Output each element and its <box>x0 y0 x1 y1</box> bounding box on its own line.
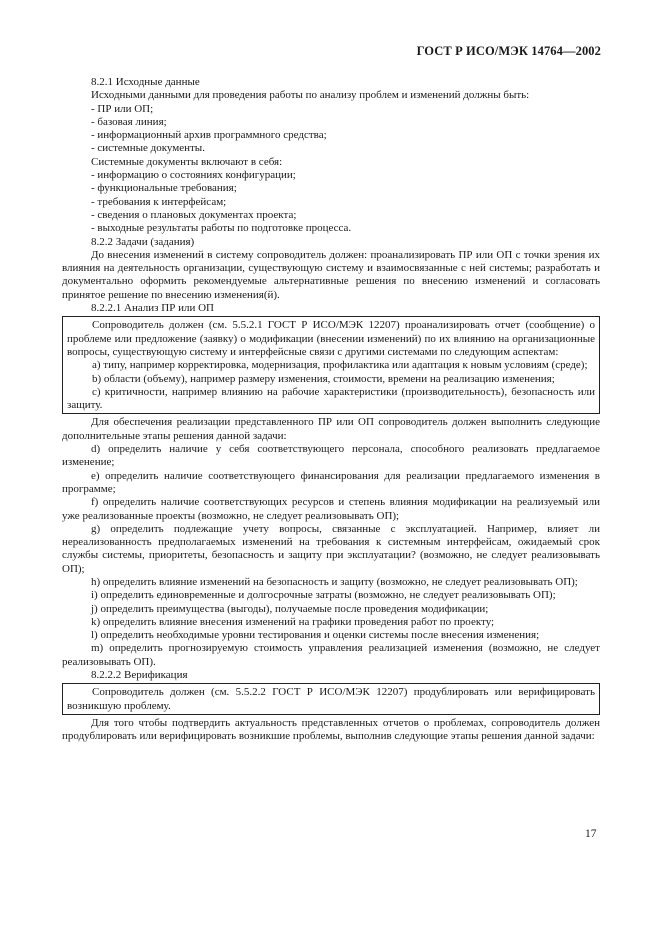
list-item: - информацию о состояниях конфигурации; <box>91 169 296 182</box>
list-item: m) определить прогнозируемую стоимость управления реализацией изменения (возможно, не следует реализовывать ОП). <box>62 642 600 668</box>
requirement-box-analysis <box>62 316 600 414</box>
list-item: - системные документы. <box>91 142 205 155</box>
list-item: k) определить влияние внесения изменений на графики проведения работ по проекту; <box>91 615 495 628</box>
document-header: ГОСТ Р ИСО/МЭК 14764—2002 <box>416 44 601 58</box>
list-item: e) определить наличие соответствующего финансирования для реализации предлагаемого изменения в программе; <box>62 469 600 495</box>
list-item: - функциональные требования; <box>91 182 237 195</box>
list-item: i) определить единовременные и долгосрочные затраты (возможно, не следует реализовывать ОП); <box>91 589 556 602</box>
section-heading-8-2-2-2: 8.2.2.2 Верификация <box>91 669 188 682</box>
list-item: f) определить наличие соответствующих ресурсов и степень влияния модификации на реализуемый или уже реализованные проекты (возможно, не следует реализовывать ОП); <box>62 496 600 522</box>
list-item: - требования к интерфейсам; <box>91 195 227 208</box>
paragraph: До внесения изменений в систему сопроводитель должен: проанализировать ПР или ОП с точки зрения их влияния на деятельность организации, существующую систему и взаимосвязанные с ней системы; разработать и документально оформить рекомендуемые альтернативные решения по внесению изменений и согласовать принятое решение по внесению изменения(й). <box>62 248 600 301</box>
section-heading-8-2-1: 8.2.1 Исходные данные <box>91 76 200 88</box>
paragraph: Исходными данными для проведения работы по анализу проблем и изменений должны быть: <box>91 89 530 102</box>
box-paragraph: b) области (объему), например размеру изменения, стоимости, времени на реализацию изменения; <box>92 372 555 385</box>
box-paragraph: a) типу, например корректировка, модернизация, профилактика или адаптация к новым условиям (среде); <box>92 359 588 372</box>
list-item: j) определить преимущества (выгоды), получаемые после проведения модификации; <box>91 602 489 615</box>
paragraph: Для того чтобы подтвердить актуальность представленных отчетов о проблемах, сопроводитель должен продублировать или верифицировать возникшие проблемы, выполнив следующие этапы решения данной задачи: <box>62 716 600 743</box>
section-heading-8-2-2-1: 8.2.2.1 Анализ ПР или ОП <box>91 302 214 315</box>
list-item: h) определить влияние изменений на безопасность и защиту (возможно, не следует реализовывать ОП); <box>91 575 578 588</box>
paragraph: Системные документы включают в себя: <box>91 155 283 168</box>
box-paragraph: c) критичности, например влиянию на рабочие характеристики (производительность), безопасность или защиту. <box>67 385 595 412</box>
page-number: 17 <box>585 828 597 840</box>
requirement-box-verification <box>62 683 600 715</box>
page-content <box>62 76 600 744</box>
box-paragraph: Сопроводитель должен (см. 5.5.2.2 ГОСТ Р ИСО/МЭК 12207) продублировать или верифицировать возникшую проблему. <box>67 686 595 712</box>
list-item: - сведения о плановых документах проекта; <box>91 208 297 221</box>
list-item: - ПР или ОП; <box>91 102 154 115</box>
list-item: d) определить наличие у себя соответствующего персонала, способного реализовать предлагаемое изменение; <box>62 443 600 469</box>
section-heading-8-2-2: 8.2.2 Задачи (задания) <box>91 235 195 248</box>
list-item: - выходные результаты работы по подготовке процесса. <box>91 222 352 235</box>
list-item: l) определить необходимые уровни тестирования и оценки системы после внесения изменения; <box>91 629 540 642</box>
list-item: g) определить подлежащие учету вопросы, связанные с эксплуатацией. Например, влияет ли нереализованность предполагаемых изменений на требования к системным интерфейсам, ожидаемый срок службы системы, приоритеты, безопасность и защиту при эксплуатации? (возможно, не следует реализовывать ОП); <box>62 522 600 575</box>
list-item: - информационный архив программного средства; <box>91 129 327 142</box>
list-item: - базовая линия; <box>91 115 167 128</box>
paragraph: Для обеспечения реализации представленного ПР или ОП сопроводитель должен выполнить следующие дополнительные этапы решения данной задачи: <box>62 416 600 442</box>
box-paragraph: Сопроводитель должен (см. 5.5.2.1 ГОСТ Р ИСО/МЭК 12207) проанализировать отчет (сообщение) о проблеме или предложение (заявку) о модификации (внесении изменений) по их влиянию на организационные вопросы, существующую систему и интерфейсные связи с другими системами по следующим аспектам: <box>67 319 595 358</box>
